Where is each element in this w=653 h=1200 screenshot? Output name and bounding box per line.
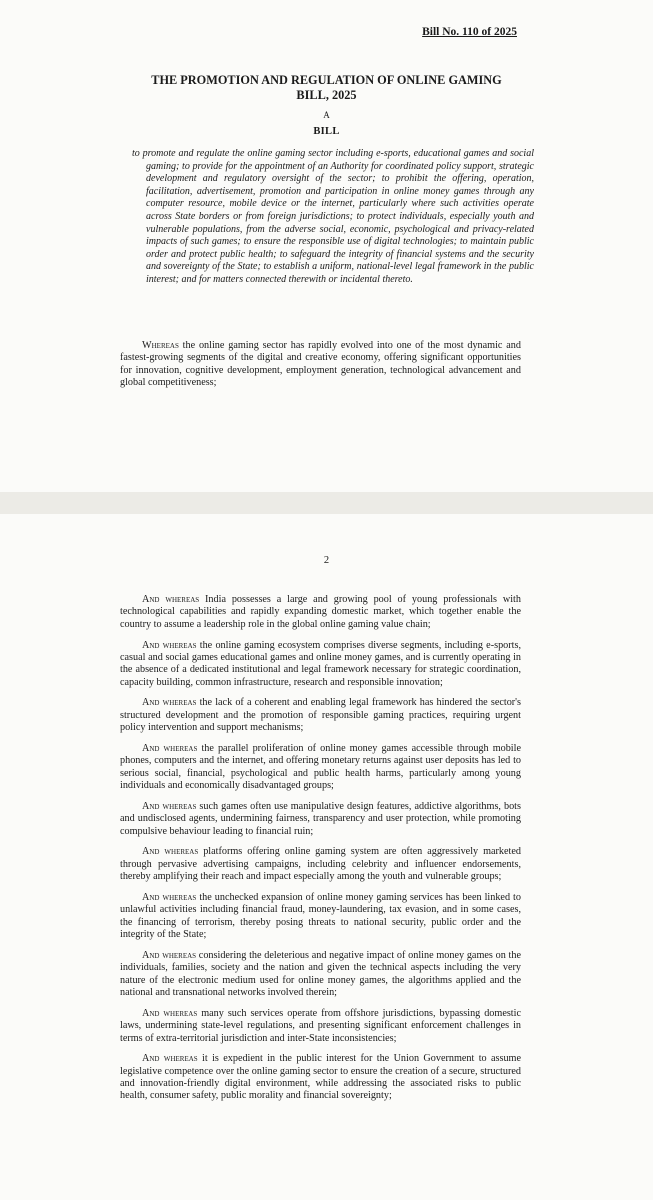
recital-text: India possesses a large and growing pool of young professionals with technological capabilities and rapidly expanding domestic market, which together enable the country to assume a leadership role in the global online gaming value chain;: [120, 594, 521, 630]
recital-paragraph: [120, 1008, 521, 1045]
recital-paragraph: [120, 950, 521, 1000]
recital-text: it is expedient in the public interest for the Union Government to assume legislative competence over the online gaming sector to ensure the creation of a secure, structured and innovation-friendly digital environment, while addressing the associated risks to public health, consumer safety, public morality and financial sovereignty;: [120, 1053, 521, 1102]
recital-paragraph: [120, 892, 521, 942]
recital-lead: And whereas: [142, 846, 199, 858]
bill-number: Bill No. 110 of 2025: [422, 26, 517, 38]
document-page-1: [0, 0, 653, 492]
bill-title-line-2: BILL, 2025: [296, 88, 357, 102]
recital-paragraph: [120, 697, 521, 734]
page-separator: [0, 492, 653, 514]
page-number: 2: [323, 555, 330, 566]
recital-paragraph: [120, 594, 521, 631]
recital-text: the parallel proliferation of online money games accessible through mobile phones, computers and the internet, and offering monetary returns against user deposits has led to serious social, financial, psychological and public health harms, particularly among young individuals and economically disadvantaged groups;: [120, 742, 521, 792]
recital-lead: And whereas: [142, 697, 197, 709]
long-title-text: to promote and regulate the online gaming sector including e-sports, educational games and social gaming; to provide for the appointment of an Authority for coordinated policy support, strategic development and regulatory oversight of the sector; to prohibit the offering, operation, facilitation, advertisement, promotion and participation in online money games through any computer resource, mobile device or the internet, particularly where such activities operate across State borders or from foreign jurisdictions; to protect individuals, especially youth and vulnerable populations, from the adverse social, economic, psychological and privacy-related impacts of such games; to ensure the responsible use of digital technologies; to maintain public order and protect public health; to safeguard the integrity of financial systems and the security and sovereignty of the State; to establish a uniform, national-level legal framework in the public interest; and for matters connected therewith or incidental thereto.: [132, 148, 534, 285]
preamble-paragraph: [120, 340, 521, 390]
recital-lead: And whereas: [142, 594, 200, 605]
recital-paragraph: [120, 743, 521, 793]
recital-lead: And whereas: [142, 1053, 198, 1065]
document-page-2: [0, 514, 653, 1200]
recital-paragraph: [120, 640, 521, 690]
preamble-lead: Whereas: [142, 340, 179, 351]
recital-lead: And whereas: [142, 891, 197, 903]
recital-text: such games often use manipulative design features, addictive algorithms, bots and undisclosed agents, undermining fairness, transparency and user protection, while promoting compulsive behaviour leading to financial ruin;: [120, 800, 521, 837]
recital-lead: And whereas: [142, 949, 197, 961]
recital-text: many such services operate from offshore jurisdictions, bypassing domestic laws, undermining state-level regulations, and presenting significant enforcement challenges in terms of extra-territorial jurisdiction and inter-State inconsistencies;: [120, 1007, 521, 1044]
recital-lead: And whereas: [142, 800, 197, 812]
recital-paragraph: [120, 846, 521, 883]
recital-lead: And whereas: [142, 639, 197, 651]
recital-lead: And whereas: [142, 1007, 198, 1019]
recital-paragraph: [120, 801, 521, 838]
recital-text: considering the deleterious and negative impact of online money games on the individuals, families, society and the nation and given the technical aspects including the very nature of the electronic medium used for online money games, the algorithms applied and the national and transnational networks involved therein;: [120, 949, 521, 999]
bill-title: [0, 73, 653, 103]
recital-text: the unchecked expansion of online money gaming services has been linked to unlawful activities including financial fraud, money-laundering, tax evasion, and in some cases, the financing of terrorism, thereby posing threats to national security, public order and the integrity of the State;: [120, 891, 521, 941]
bill-label: BILL: [313, 126, 340, 137]
recital-text: the lack of a coherent and enabling legal framework has hindered the sector's structured development and the promotion of responsible gaming practices, requiring urgent policy intervention and support mechanisms;: [120, 697, 521, 734]
article-a-label: A: [323, 110, 330, 120]
recitals-list: [120, 594, 521, 1111]
recital-paragraph: [120, 1053, 521, 1103]
recital-text: the online gaming ecosystem comprises diverse segments, including e-sports, casual and social games educational games and online money games, and is currently operating in the absence of a dedicated institutional and legal framework necessary for strategic coordination, capacity building, common infrastructure, research and responsible innovation;: [120, 639, 521, 688]
recital-text: platforms offering online gaming system are often aggressively marketed through pervasive advertising campaigns, including celebrity and influencer endorsements, thereby amplifying their reach and impact especially among the youth and vulnerable groups;: [120, 846, 521, 883]
recital-lead: And whereas: [142, 742, 198, 754]
bill-title-line-1: THE PROMOTION AND REGULATION OF ONLINE GAMING: [151, 73, 502, 87]
preamble-text: the online gaming sector has rapidly evolved into one of the most dynamic and fastest-growing segments of the digital and creative economy, offering significant opportunities for innovation, cognitive development, employment generation, technological advancement and global competitiveness;: [120, 340, 521, 389]
